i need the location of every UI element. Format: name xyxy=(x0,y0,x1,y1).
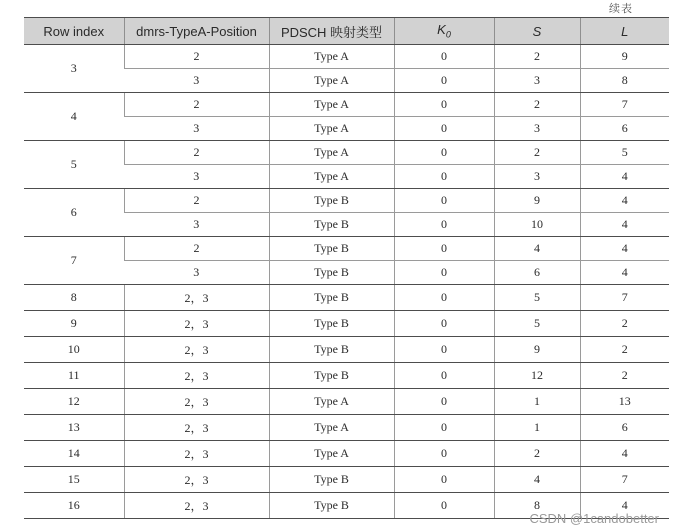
table-row xyxy=(24,141,669,165)
mapping-type-cell: Type B xyxy=(269,311,394,337)
k0-cell: 0 xyxy=(394,261,494,285)
header-k0-letter: K xyxy=(437,22,446,38)
table-row xyxy=(24,389,669,415)
row-index-cell: 3 xyxy=(24,45,124,93)
dmrs-position-cell: 2，3 xyxy=(124,467,269,493)
s-cell: 2 xyxy=(494,141,580,165)
k0-cell: 0 xyxy=(394,69,494,93)
table-row xyxy=(24,237,669,261)
dmrs-position-cell: 2 xyxy=(124,141,269,165)
table-row xyxy=(24,415,669,441)
row-index-cell: 16 xyxy=(24,493,124,519)
l-cell: 4 xyxy=(580,441,669,467)
dmrs-position-cell: 2，3 xyxy=(124,311,269,337)
dmrs-position-cell: 2，3 xyxy=(124,415,269,441)
mapping-type-cell: Type B xyxy=(269,189,394,213)
dmrs-position-cell: 3 xyxy=(124,117,269,141)
dmrs-position-cell: 2，3 xyxy=(124,493,269,519)
l-cell: 13 xyxy=(580,389,669,415)
l-cell: 2 xyxy=(580,363,669,389)
s-cell: 3 xyxy=(494,117,580,141)
s-cell: 4 xyxy=(494,467,580,493)
table-row xyxy=(24,363,669,389)
s-cell: 10 xyxy=(494,213,580,237)
s-cell: 2 xyxy=(494,93,580,117)
mapping-type-cell: Type B xyxy=(269,261,394,285)
s-cell: 9 xyxy=(494,189,580,213)
k0-cell: 0 xyxy=(394,493,494,519)
dmrs-position-cell: 2，3 xyxy=(124,389,269,415)
mapping-type-cell: Type A xyxy=(269,69,394,93)
s-cell: 2 xyxy=(494,45,580,69)
l-cell: 4 xyxy=(580,237,669,261)
dmrs-position-cell: 2 xyxy=(124,93,269,117)
l-cell: 4 xyxy=(580,189,669,213)
mapping-type-cell: Type A xyxy=(269,45,394,69)
s-cell: 2 xyxy=(494,441,580,467)
l-cell: 4 xyxy=(580,493,669,519)
header-l: L xyxy=(580,18,669,45)
dmrs-position-cell: 2，3 xyxy=(124,337,269,363)
k0-cell: 0 xyxy=(394,141,494,165)
k0-cell: 0 xyxy=(394,285,494,311)
s-cell: 6 xyxy=(494,261,580,285)
k0-cell: 0 xyxy=(394,363,494,389)
l-cell: 6 xyxy=(580,117,669,141)
row-index-cell: 14 xyxy=(24,441,124,467)
mapping-type-cell: Type B xyxy=(269,493,394,519)
table-row xyxy=(24,93,669,117)
continued-label: 续表 xyxy=(609,3,633,15)
dmrs-position-cell: 3 xyxy=(124,213,269,237)
k0-cell: 0 xyxy=(394,311,494,337)
dmrs-position-cell: 3 xyxy=(124,165,269,189)
watermark: CSDN @1candobetter xyxy=(529,511,659,526)
header-row-index: Row index xyxy=(24,18,124,45)
l-cell: 2 xyxy=(580,337,669,363)
s-cell: 5 xyxy=(494,285,580,311)
dmrs-position-cell: 2，3 xyxy=(124,363,269,389)
table-row xyxy=(24,189,669,213)
l-cell: 4 xyxy=(580,165,669,189)
row-index-cell: 15 xyxy=(24,467,124,493)
row-index-cell: 10 xyxy=(24,337,124,363)
table-row xyxy=(24,337,669,363)
mapping-type-cell: Type B xyxy=(269,285,394,311)
s-cell: 1 xyxy=(494,389,580,415)
table-row xyxy=(24,311,669,337)
dmrs-position-cell: 3 xyxy=(124,69,269,93)
k0-cell: 0 xyxy=(394,189,494,213)
row-index-cell: 5 xyxy=(24,141,124,189)
table-row xyxy=(24,467,669,493)
k0-cell: 0 xyxy=(394,337,494,363)
mapping-type-cell: Type B xyxy=(269,337,394,363)
s-cell: 3 xyxy=(494,69,580,93)
s-cell: 3 xyxy=(494,165,580,189)
l-cell: 5 xyxy=(580,141,669,165)
dmrs-position-cell: 2，3 xyxy=(124,441,269,467)
header-k0-subscript: 0 xyxy=(445,29,451,40)
mapping-type-cell: Type A xyxy=(269,141,394,165)
l-cell: 7 xyxy=(580,285,669,311)
s-cell: 12 xyxy=(494,363,580,389)
mapping-type-cell: Type B xyxy=(269,363,394,389)
dmrs-position-cell: 2 xyxy=(124,189,269,213)
k0-cell: 0 xyxy=(394,237,494,261)
s-cell: 8 xyxy=(494,493,580,519)
row-index-cell: 12 xyxy=(24,389,124,415)
k0-cell: 0 xyxy=(394,165,494,189)
k0-cell: 0 xyxy=(394,415,494,441)
header-pdsch-mapping-type: PDSCH 映射类型 xyxy=(269,18,394,45)
k0-cell: 0 xyxy=(394,45,494,69)
mapping-type-cell: Type A xyxy=(269,93,394,117)
l-cell: 9 xyxy=(580,45,669,69)
mapping-type-cell: Type B xyxy=(269,467,394,493)
k0-cell: 0 xyxy=(394,467,494,493)
row-index-cell: 13 xyxy=(24,415,124,441)
header-s: S xyxy=(494,18,580,45)
s-cell: 1 xyxy=(494,415,580,441)
mapping-type-cell: Type A xyxy=(269,117,394,141)
k0-cell: 0 xyxy=(394,213,494,237)
mapping-type-cell: Type B xyxy=(269,213,394,237)
l-cell: 8 xyxy=(580,69,669,93)
dmrs-position-cell: 2 xyxy=(124,45,269,69)
s-cell: 9 xyxy=(494,337,580,363)
mapping-type-cell: Type A xyxy=(269,415,394,441)
s-cell: 4 xyxy=(494,237,580,261)
k0-cell: 0 xyxy=(394,117,494,141)
row-index-cell: 9 xyxy=(24,311,124,337)
dmrs-position-cell: 3 xyxy=(124,261,269,285)
header-k0 xyxy=(394,18,494,45)
header-dmrs-position: dmrs-TypeA-Position xyxy=(124,18,269,45)
k0-cell: 0 xyxy=(394,93,494,117)
table-row xyxy=(24,285,669,311)
dmrs-position-cell: 2 xyxy=(124,237,269,261)
k0-cell: 0 xyxy=(394,441,494,467)
l-cell: 4 xyxy=(580,261,669,285)
k0-cell: 0 xyxy=(394,389,494,415)
mapping-type-cell: Type B xyxy=(269,237,394,261)
row-index-cell: 4 xyxy=(24,93,124,141)
l-cell: 4 xyxy=(580,213,669,237)
dmrs-position-cell: 2，3 xyxy=(124,285,269,311)
row-index-cell: 8 xyxy=(24,285,124,311)
mapping-type-cell: Type A xyxy=(269,441,394,467)
s-cell: 5 xyxy=(494,311,580,337)
l-cell: 7 xyxy=(580,467,669,493)
row-index-cell: 11 xyxy=(24,363,124,389)
l-cell: 6 xyxy=(580,415,669,441)
mapping-type-cell: Type A xyxy=(269,165,394,189)
l-cell: 2 xyxy=(580,311,669,337)
table-row xyxy=(24,45,669,69)
row-index-cell: 7 xyxy=(24,237,124,285)
row-index-cell: 6 xyxy=(24,189,124,237)
l-cell: 7 xyxy=(580,93,669,117)
mapping-type-cell: Type A xyxy=(269,389,394,415)
table-header-row xyxy=(24,18,669,45)
table-row xyxy=(24,441,669,467)
pdsch-time-domain-table xyxy=(24,17,669,519)
